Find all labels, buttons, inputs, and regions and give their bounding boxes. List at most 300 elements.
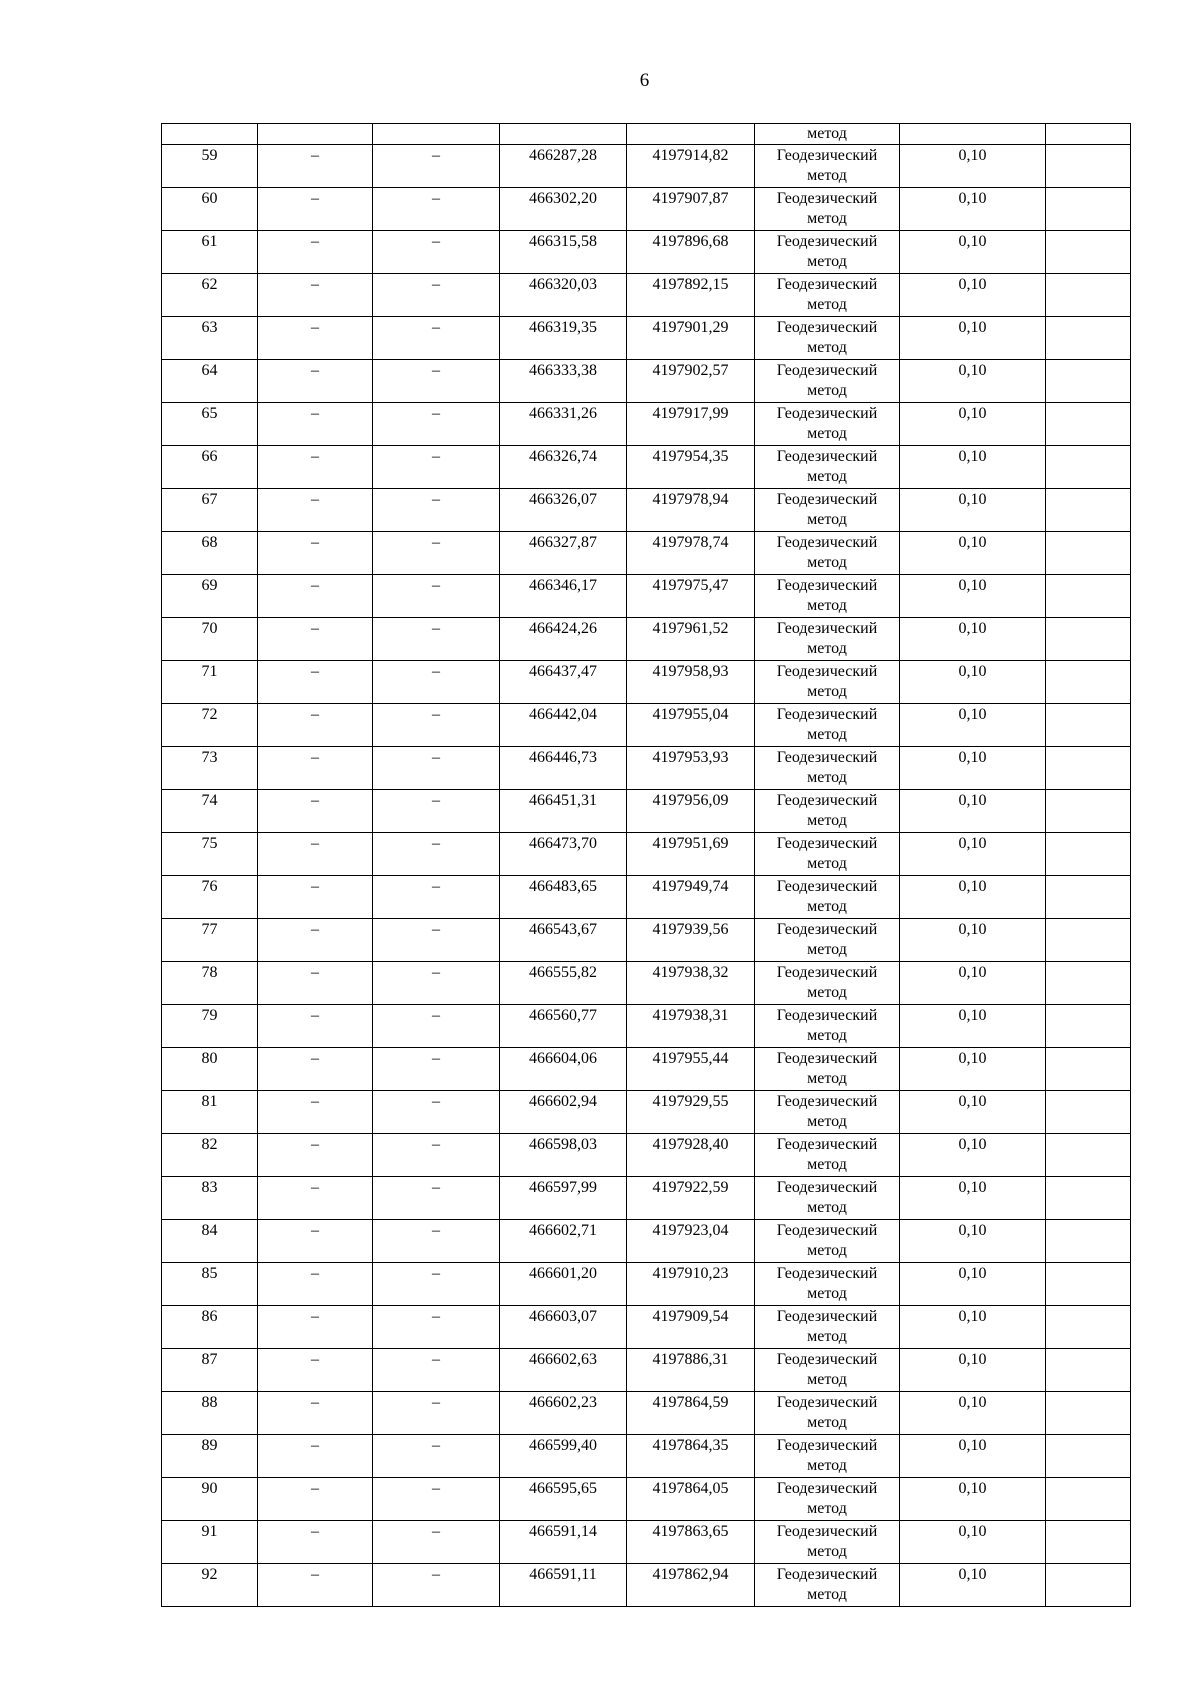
dash-cell-text: – bbox=[311, 233, 319, 250]
dash-cell bbox=[373, 1478, 500, 1521]
x-coordinate-cell bbox=[500, 962, 627, 1005]
accuracy-cell-text: 0,10 bbox=[958, 1136, 987, 1153]
dash-cell bbox=[373, 145, 500, 188]
point-number-cell-text: 81 bbox=[201, 1093, 218, 1110]
dash-cell-text: – bbox=[311, 1265, 319, 1282]
method-line-2: метод bbox=[807, 511, 847, 528]
point-number-cell bbox=[162, 489, 258, 532]
y-coordinate-cell-text: 4197938,32 bbox=[652, 964, 729, 981]
y-coordinate-cell bbox=[627, 790, 755, 833]
table-row bbox=[162, 962, 1131, 1005]
dash-cell bbox=[373, 1521, 500, 1564]
x-coordinate-cell bbox=[500, 145, 627, 188]
x-coordinate-cell-text: 466446,73 bbox=[529, 749, 597, 766]
y-coordinate-cell bbox=[627, 446, 755, 489]
point-number-cell bbox=[162, 1478, 258, 1521]
method-line-1: Геодезический bbox=[776, 1093, 878, 1110]
accuracy-cell bbox=[900, 962, 1046, 1005]
method-line-2: метод bbox=[807, 640, 847, 657]
point-number-cell-text: 72 bbox=[201, 706, 218, 723]
dash-cell bbox=[373, 704, 500, 747]
method-line-2: метод bbox=[807, 1457, 847, 1474]
x-coordinate-cell-text: 466326,74 bbox=[529, 448, 597, 465]
point-number-cell bbox=[162, 532, 258, 575]
accuracy-cell-text: 0,10 bbox=[958, 577, 987, 594]
method-line-2: метод bbox=[807, 597, 847, 614]
method-line-1: Геодезический bbox=[776, 1050, 878, 1067]
dash-cell bbox=[373, 403, 500, 446]
point-number-cell bbox=[162, 1177, 258, 1220]
method-cell bbox=[755, 1134, 900, 1177]
dash-cell-text: – bbox=[432, 1480, 440, 1497]
x-coordinate-cell bbox=[500, 1005, 627, 1048]
accuracy-cell-text: 0,10 bbox=[958, 1437, 987, 1454]
point-number-cell bbox=[162, 1134, 258, 1177]
dash-cell bbox=[373, 1134, 500, 1177]
last-column-cell bbox=[1046, 833, 1131, 876]
x-coordinate-cell-text: 466598,03 bbox=[529, 1136, 597, 1153]
y-coordinate-cell bbox=[627, 833, 755, 876]
method-line-1: Геодезический bbox=[776, 835, 878, 852]
y-coordinate-cell-text: 4197917,99 bbox=[652, 405, 729, 422]
y-coordinate-cell-text: 4197864,59 bbox=[652, 1394, 729, 1411]
dash-cell-text: – bbox=[311, 964, 319, 981]
dash-cell-text: – bbox=[311, 1179, 319, 1196]
dash-cell-text: – bbox=[432, 663, 440, 680]
point-number-cell bbox=[162, 446, 258, 489]
point-number-cell bbox=[162, 1392, 258, 1435]
dash-cell-text: – bbox=[311, 1050, 319, 1067]
dash-cell bbox=[258, 489, 373, 532]
page-number: 6 bbox=[639, 70, 650, 91]
method-line-1: Геодезический bbox=[776, 620, 878, 637]
table-row bbox=[162, 1177, 1131, 1220]
point-number-cell bbox=[162, 1263, 258, 1306]
point-number-cell bbox=[162, 1435, 258, 1478]
cell-method: метод bbox=[755, 124, 900, 145]
method-line-2: метод bbox=[807, 941, 847, 958]
dash-cell-text: – bbox=[311, 1566, 319, 1583]
accuracy-cell bbox=[900, 317, 1046, 360]
last-column-cell bbox=[1046, 446, 1131, 489]
point-number-cell bbox=[162, 1091, 258, 1134]
accuracy-cell-text: 0,10 bbox=[958, 1351, 987, 1368]
dash-cell-text: – bbox=[432, 319, 440, 336]
method-cell bbox=[755, 575, 900, 618]
dash-cell bbox=[258, 1048, 373, 1091]
method-line-2: метод bbox=[807, 1199, 847, 1216]
cell-empty bbox=[373, 124, 500, 145]
point-number-cell-text: 69 bbox=[201, 577, 218, 594]
point-number-cell-text: 83 bbox=[201, 1179, 218, 1196]
point-number-cell bbox=[162, 618, 258, 661]
point-number-cell bbox=[162, 188, 258, 231]
accuracy-cell bbox=[900, 1392, 1046, 1435]
point-number-cell bbox=[162, 919, 258, 962]
method-line-2: метод bbox=[807, 726, 847, 743]
method-cell bbox=[755, 1263, 900, 1306]
accuracy-cell-text: 0,10 bbox=[958, 964, 987, 981]
dash-cell bbox=[373, 1005, 500, 1048]
y-coordinate-cell-text: 4197914,82 bbox=[652, 147, 729, 164]
point-number-cell-text: 84 bbox=[201, 1222, 218, 1239]
accuracy-cell bbox=[900, 1005, 1046, 1048]
method-line-1: Геодезический bbox=[776, 577, 878, 594]
y-coordinate-cell bbox=[627, 747, 755, 790]
x-coordinate-cell bbox=[500, 1263, 627, 1306]
last-column-cell bbox=[1046, 1048, 1131, 1091]
method-line-2: метод bbox=[807, 898, 847, 915]
point-number-cell-text: 68 bbox=[201, 534, 218, 551]
y-coordinate-cell-text: 4197961,52 bbox=[652, 620, 729, 637]
method-line-2: метод bbox=[807, 253, 847, 270]
last-column-cell-text bbox=[1046, 1263, 1130, 1264]
point-number-cell-text: 88 bbox=[201, 1394, 218, 1411]
method-cell bbox=[755, 188, 900, 231]
x-coordinate-cell-text: 466437,47 bbox=[529, 663, 597, 680]
x-coordinate-cell bbox=[500, 1048, 627, 1091]
dash-cell bbox=[373, 231, 500, 274]
point-number-cell bbox=[162, 661, 258, 704]
x-coordinate-cell bbox=[500, 833, 627, 876]
y-coordinate-cell-text: 4197975,47 bbox=[652, 577, 729, 594]
dash-cell-text: – bbox=[311, 620, 319, 637]
x-coordinate-cell-text: 466591,14 bbox=[529, 1523, 597, 1540]
y-coordinate-cell bbox=[627, 618, 755, 661]
y-coordinate-cell-text: 4197939,56 bbox=[652, 921, 729, 938]
method-cell bbox=[755, 747, 900, 790]
dash-cell bbox=[373, 1349, 500, 1392]
dash-cell-text: – bbox=[432, 749, 440, 766]
method-line-1: Геодезический bbox=[776, 319, 878, 336]
y-coordinate-cell bbox=[627, 489, 755, 532]
last-column-cell bbox=[1046, 1392, 1131, 1435]
method-line-1: Геодезический bbox=[776, 749, 878, 766]
dash-cell bbox=[258, 360, 373, 403]
y-coordinate-cell-text: 4197955,44 bbox=[652, 1050, 729, 1067]
dash-cell bbox=[258, 790, 373, 833]
point-number-cell bbox=[162, 833, 258, 876]
dash-cell bbox=[258, 1478, 373, 1521]
y-coordinate-cell bbox=[627, 231, 755, 274]
x-coordinate-cell-text: 466603,07 bbox=[529, 1308, 597, 1325]
last-column-cell-text bbox=[1046, 1349, 1130, 1350]
method-line-1: Геодезический bbox=[776, 1308, 878, 1325]
point-number-cell-text: 87 bbox=[201, 1351, 218, 1368]
method-line-1: Геодезический bbox=[776, 1523, 878, 1540]
y-coordinate-cell bbox=[627, 1005, 755, 1048]
last-column-cell-text bbox=[1046, 1177, 1130, 1178]
x-coordinate-cell-text: 466326,07 bbox=[529, 491, 597, 508]
dash-cell bbox=[258, 317, 373, 360]
point-number-cell-text: 66 bbox=[201, 448, 218, 465]
last-column-cell-text bbox=[1046, 403, 1130, 404]
dash-cell bbox=[373, 360, 500, 403]
method-cell bbox=[755, 1564, 900, 1607]
method-line-2: метод bbox=[807, 1371, 847, 1388]
dash-cell bbox=[258, 1392, 373, 1435]
dash-cell-text: – bbox=[432, 491, 440, 508]
dash-cell bbox=[373, 1435, 500, 1478]
accuracy-cell-text: 0,10 bbox=[958, 835, 987, 852]
table-row bbox=[162, 188, 1131, 231]
cell-empty bbox=[258, 124, 373, 145]
dash-cell-text: – bbox=[311, 190, 319, 207]
point-number-cell bbox=[162, 1521, 258, 1564]
dash-cell bbox=[258, 188, 373, 231]
last-column-cell bbox=[1046, 1306, 1131, 1349]
dash-cell-text: – bbox=[432, 577, 440, 594]
table-row bbox=[162, 876, 1131, 919]
y-coordinate-cell-text: 4197901,29 bbox=[652, 319, 729, 336]
y-coordinate-cell-text: 4197953,93 bbox=[652, 749, 729, 766]
x-coordinate-cell bbox=[500, 489, 627, 532]
accuracy-cell-text: 0,10 bbox=[958, 1222, 987, 1239]
dash-cell bbox=[373, 618, 500, 661]
point-number-cell-text: 79 bbox=[201, 1007, 218, 1024]
accuracy-cell bbox=[900, 1048, 1046, 1091]
dash-cell-text: – bbox=[432, 534, 440, 551]
y-coordinate-cell bbox=[627, 1134, 755, 1177]
y-coordinate-cell bbox=[627, 575, 755, 618]
x-coordinate-cell-text: 466602,94 bbox=[529, 1093, 597, 1110]
method-cell bbox=[755, 489, 900, 532]
last-column-cell-text bbox=[1046, 1435, 1130, 1436]
method-cell bbox=[755, 618, 900, 661]
x-coordinate-cell-text: 466483,65 bbox=[529, 878, 597, 895]
point-number-cell-text: 67 bbox=[201, 491, 218, 508]
method-line-2: метод bbox=[807, 382, 847, 399]
method-line-1: Геодезический bbox=[776, 448, 878, 465]
point-number-cell bbox=[162, 876, 258, 919]
accuracy-cell-text: 0,10 bbox=[958, 1007, 987, 1024]
point-number-cell-text: 90 bbox=[201, 1480, 218, 1497]
point-number-cell bbox=[162, 747, 258, 790]
y-coordinate-cell-text: 4197928,40 bbox=[652, 1136, 729, 1153]
method-line-2: метод bbox=[807, 1242, 847, 1259]
dash-cell-text: – bbox=[311, 1394, 319, 1411]
x-coordinate-cell-text: 466287,28 bbox=[529, 147, 597, 164]
x-coordinate-cell-text: 466604,06 bbox=[529, 1050, 597, 1067]
dash-cell bbox=[373, 1564, 500, 1607]
accuracy-cell bbox=[900, 618, 1046, 661]
last-column-cell-text bbox=[1046, 1478, 1130, 1479]
table-row bbox=[162, 747, 1131, 790]
table-row-continuation bbox=[162, 124, 1131, 145]
table-row bbox=[162, 1220, 1131, 1263]
dash-cell bbox=[373, 274, 500, 317]
x-coordinate-cell bbox=[500, 1435, 627, 1478]
y-coordinate-cell bbox=[627, 532, 755, 575]
dash-cell-text: – bbox=[432, 706, 440, 723]
y-coordinate-cell bbox=[627, 317, 755, 360]
dash-cell-text: – bbox=[311, 878, 319, 895]
method-cell bbox=[755, 360, 900, 403]
accuracy-cell bbox=[900, 274, 1046, 317]
dash-cell bbox=[258, 962, 373, 1005]
y-coordinate-cell-text: 4197958,93 bbox=[652, 663, 729, 680]
dash-cell bbox=[373, 1392, 500, 1435]
dash-cell-text: – bbox=[432, 1050, 440, 1067]
accuracy-cell-text: 0,10 bbox=[958, 749, 987, 766]
dash-cell bbox=[373, 1220, 500, 1263]
accuracy-cell bbox=[900, 1435, 1046, 1478]
point-number-cell bbox=[162, 403, 258, 446]
dash-cell-text: – bbox=[311, 147, 319, 164]
point-number-cell bbox=[162, 790, 258, 833]
method-line-2: метод bbox=[807, 1500, 847, 1517]
x-coordinate-cell-text: 466595,65 bbox=[529, 1480, 597, 1497]
method-line-1: Геодезический bbox=[776, 792, 878, 809]
y-coordinate-cell bbox=[627, 1048, 755, 1091]
y-coordinate-cell-text: 4197864,35 bbox=[652, 1437, 729, 1454]
method-cell bbox=[755, 231, 900, 274]
accuracy-cell-text: 0,10 bbox=[958, 1265, 987, 1282]
last-column-cell-text bbox=[1046, 231, 1130, 232]
last-column-cell bbox=[1046, 962, 1131, 1005]
accuracy-cell-text: 0,10 bbox=[958, 190, 987, 207]
last-column-cell bbox=[1046, 403, 1131, 446]
dash-cell-text: – bbox=[432, 1394, 440, 1411]
method-line-1: Геодезический bbox=[776, 921, 878, 938]
method-line-1: Геодезический bbox=[776, 1480, 878, 1497]
method-cell bbox=[755, 145, 900, 188]
table-row bbox=[162, 1521, 1131, 1564]
point-number-cell-text: 64 bbox=[201, 362, 218, 379]
point-number-cell-text: 86 bbox=[201, 1308, 218, 1325]
y-coordinate-cell-text: 4197955,04 bbox=[652, 706, 729, 723]
point-number-cell-text: 78 bbox=[201, 964, 218, 981]
last-column-cell bbox=[1046, 790, 1131, 833]
dash-cell-text: – bbox=[311, 921, 319, 938]
accuracy-cell bbox=[900, 489, 1046, 532]
y-coordinate-cell bbox=[627, 962, 755, 1005]
accuracy-cell bbox=[900, 876, 1046, 919]
accuracy-cell bbox=[900, 1478, 1046, 1521]
method-line-1: Геодезический bbox=[776, 1437, 878, 1454]
x-coordinate-cell bbox=[500, 446, 627, 489]
accuracy-cell bbox=[900, 790, 1046, 833]
table-row bbox=[162, 1306, 1131, 1349]
last-column-cell-text bbox=[1046, 446, 1130, 447]
last-column-cell bbox=[1046, 274, 1131, 317]
cell-empty bbox=[627, 124, 755, 145]
point-number-cell-text: 77 bbox=[201, 921, 218, 938]
y-coordinate-cell-text: 4197909,54 bbox=[652, 1308, 729, 1325]
last-column-cell bbox=[1046, 1263, 1131, 1306]
point-number-cell bbox=[162, 360, 258, 403]
point-number-cell-text: 75 bbox=[201, 835, 218, 852]
last-column-cell-text bbox=[1046, 1392, 1130, 1393]
last-column-cell-text bbox=[1046, 1005, 1130, 1006]
last-column-cell-text bbox=[1046, 489, 1130, 490]
x-coordinate-cell-text: 466591,11 bbox=[529, 1566, 597, 1583]
table-row bbox=[162, 704, 1131, 747]
dash-cell bbox=[258, 1521, 373, 1564]
x-coordinate-cell bbox=[500, 403, 627, 446]
y-coordinate-cell bbox=[627, 360, 755, 403]
method-cell bbox=[755, 1306, 900, 1349]
accuracy-cell bbox=[900, 1521, 1046, 1564]
x-coordinate-cell-text: 466601,20 bbox=[529, 1265, 597, 1282]
y-coordinate-cell bbox=[627, 1177, 755, 1220]
method-line-1: Геодезический bbox=[776, 964, 878, 981]
method-line-1: Геодезический bbox=[776, 147, 878, 164]
x-coordinate-cell-text: 466555,82 bbox=[529, 964, 597, 981]
table-row bbox=[162, 1435, 1131, 1478]
point-number-cell-text: 61 bbox=[201, 233, 218, 250]
dash-cell bbox=[373, 790, 500, 833]
x-coordinate-cell-text: 466302,20 bbox=[529, 190, 597, 207]
last-column-cell bbox=[1046, 1134, 1131, 1177]
accuracy-cell bbox=[900, 446, 1046, 489]
last-column-cell-text bbox=[1046, 274, 1130, 275]
dash-cell-text: – bbox=[311, 362, 319, 379]
method-line-1: Геодезический bbox=[776, 1007, 878, 1024]
accuracy-cell bbox=[900, 532, 1046, 575]
y-coordinate-cell bbox=[627, 1220, 755, 1263]
y-coordinate-cell-text: 4197978,74 bbox=[652, 534, 729, 551]
method-line-2: метод bbox=[807, 425, 847, 442]
x-coordinate-cell bbox=[500, 1392, 627, 1435]
y-coordinate-cell-text: 4197896,68 bbox=[652, 233, 729, 250]
dash-cell-text: – bbox=[432, 1523, 440, 1540]
dash-cell-text: – bbox=[432, 835, 440, 852]
last-column-cell-text bbox=[1046, 1091, 1130, 1092]
accuracy-cell-text: 0,10 bbox=[958, 319, 987, 336]
dash-cell-text: – bbox=[432, 1222, 440, 1239]
method-line-2: метод bbox=[807, 468, 847, 485]
dash-cell-text: – bbox=[432, 1437, 440, 1454]
last-column-cell-text bbox=[1046, 747, 1130, 748]
dash-cell bbox=[258, 919, 373, 962]
last-column-cell bbox=[1046, 1564, 1131, 1607]
last-column-cell-text bbox=[1046, 532, 1130, 533]
last-column-cell bbox=[1046, 231, 1131, 274]
dash-cell bbox=[373, 532, 500, 575]
method-line-1: Геодезический bbox=[776, 534, 878, 551]
dash-cell-text: – bbox=[432, 1351, 440, 1368]
accuracy-cell-text: 0,10 bbox=[958, 362, 987, 379]
dash-cell bbox=[373, 1048, 500, 1091]
method-cell bbox=[755, 962, 900, 1005]
x-coordinate-cell-text: 466560,77 bbox=[529, 1007, 597, 1024]
point-number-cell-text: 89 bbox=[201, 1437, 218, 1454]
dash-cell-text: – bbox=[432, 921, 440, 938]
last-column-cell-text bbox=[1046, 1306, 1130, 1307]
method-cell bbox=[755, 446, 900, 489]
y-coordinate-cell bbox=[627, 1392, 755, 1435]
method-line-1: Геодезический bbox=[776, 1566, 878, 1583]
x-coordinate-cell bbox=[500, 317, 627, 360]
point-number-cell-text: 92 bbox=[201, 1566, 218, 1583]
x-coordinate-cell bbox=[500, 274, 627, 317]
method-line-1: Геодезический bbox=[776, 663, 878, 680]
x-coordinate-cell bbox=[500, 704, 627, 747]
table-row bbox=[162, 1263, 1131, 1306]
y-coordinate-cell bbox=[627, 403, 755, 446]
y-coordinate-cell bbox=[627, 919, 755, 962]
y-coordinate-cell-text: 4197929,55 bbox=[652, 1093, 729, 1110]
table-row bbox=[162, 1564, 1131, 1607]
dash-cell-text: – bbox=[311, 835, 319, 852]
dash-cell bbox=[258, 575, 373, 618]
last-column-cell bbox=[1046, 704, 1131, 747]
table-row bbox=[162, 790, 1131, 833]
accuracy-cell-text: 0,10 bbox=[958, 620, 987, 637]
table-body bbox=[162, 124, 1131, 1607]
point-number-cell-text: 76 bbox=[201, 878, 218, 895]
